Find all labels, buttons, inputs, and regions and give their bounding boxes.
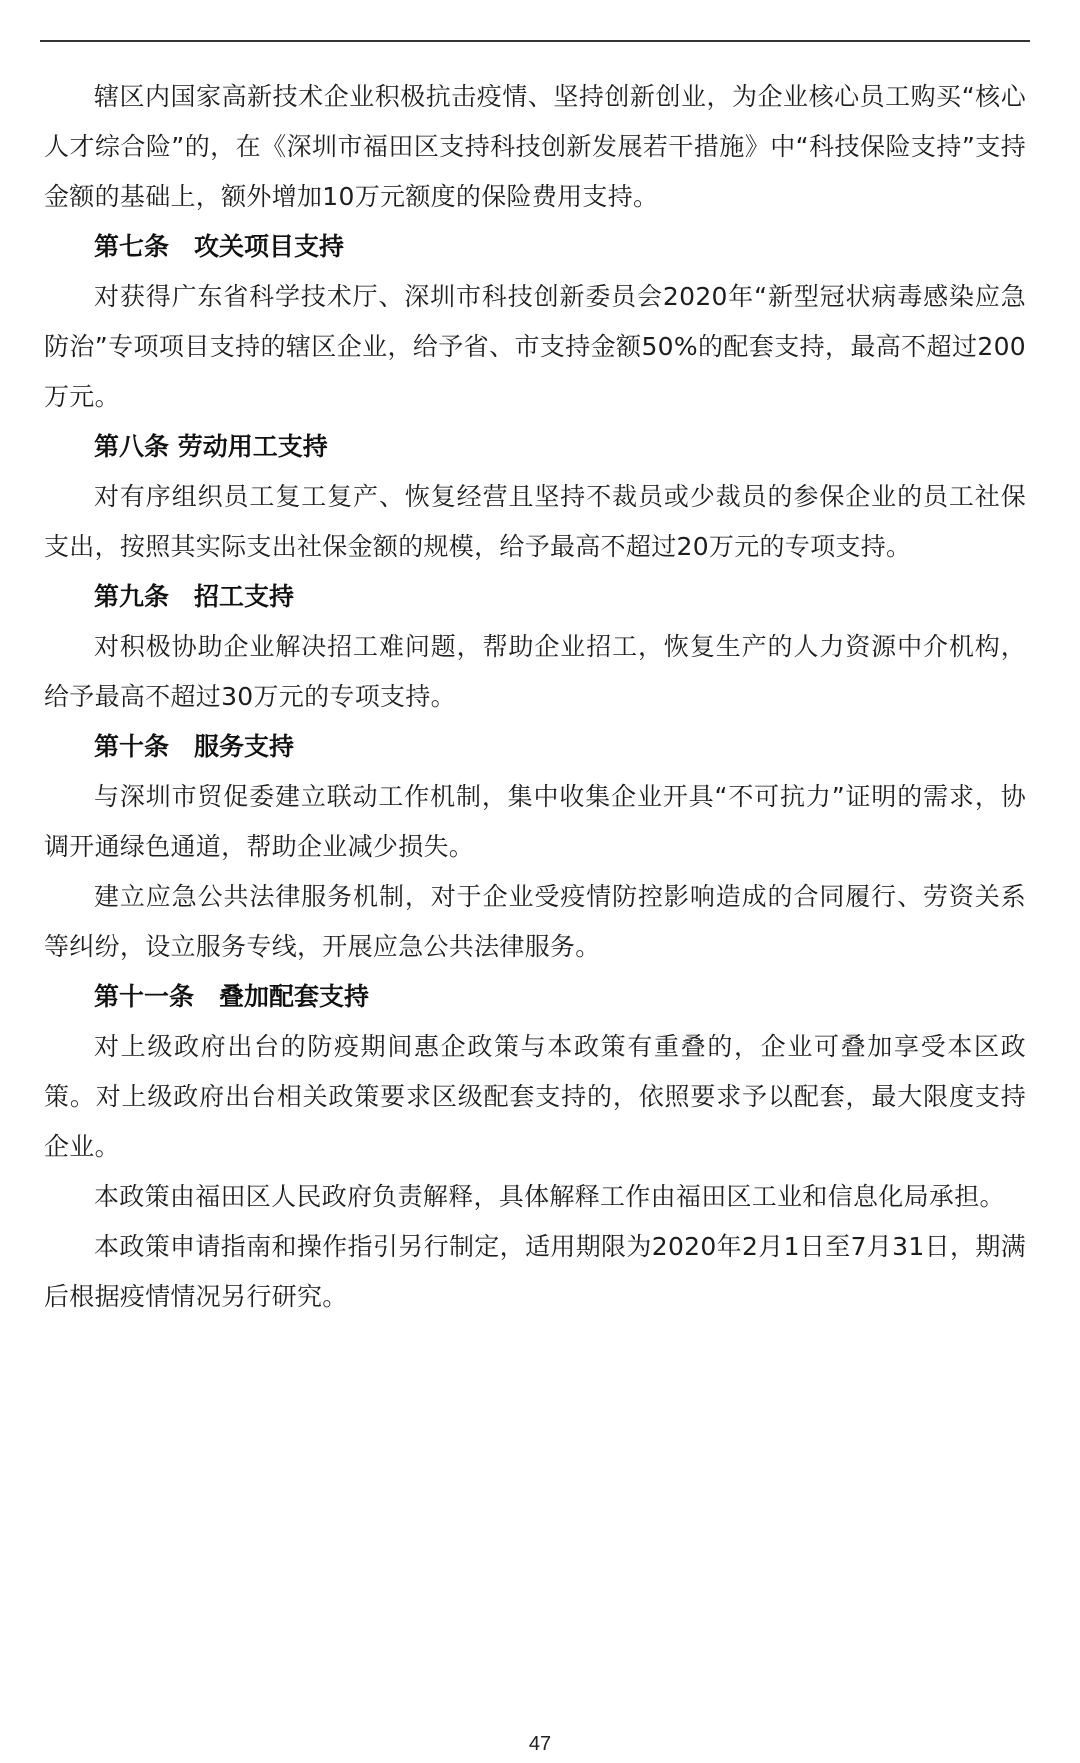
heading-article-7: 第七条 攻关项目支持 — [94, 232, 345, 261]
heading-article-10: 第十条 服务支持 — [94, 732, 295, 761]
document-body — [44, 72, 1026, 1322]
page-number: 47 — [528, 1733, 552, 1755]
heading-article-8: 第八条 劳动用工支持 — [94, 432, 328, 461]
paragraph-article-11: 对上级政府出台的防疫期间惠企政策与本政策有重叠的，企业可叠加享受本区政策。对上级政府出台相关政策要求区级配套支持的，依照要求予以配套，最大限度支持企业。 — [44, 1032, 1026, 1161]
paragraph-interpretation: 本政策由福田区人民政府负责解释，具体解释工作由福田区工业和信息化局承担。 — [94, 1182, 1005, 1211]
header-rule — [40, 40, 1030, 42]
paragraph-article-8: 对有序组织员工复工复产、恢复经营且坚持不裁员或少裁员的参保企业的员工社保支出，按照其实际支出社保金额的规模，给予最高不超过20万元的专项支持。 — [44, 482, 1026, 561]
paragraph-article-7: 对获得广东省科学技术厅、深圳市科技创新委员会2020年“新型冠状病毒感染应急防治”专项项目支持的辖区企业，给予省、市支持金额50%的配套支持，最高不超过200万元。 — [44, 282, 1026, 411]
paragraph-article-9: 对积极协助企业解决招工难问题，帮助企业招工，恢复生产的人力资源中介机构，给予最高不超过30万元的专项支持。 — [44, 632, 1026, 711]
paragraph-insurance-support: 辖区内国家高新技术企业积极抗击疫情、坚持创新创业，为企业核心员工购买“核心人才综合险”的，在《深圳市福田区支持科技创新发展若干措施》中“科技保险支持”支持金额的基础上，额外增加10万元额度的保险费用支持。 — [44, 82, 1026, 211]
heading-article-11: 第十一条 叠加配套支持 — [94, 982, 370, 1011]
paragraph-article-10-b: 建立应急公共法律服务机制，对于企业受疫情防控影响造成的合同履行、劳资关系等纠纷，设立服务专线，开展应急公共法律服务。 — [44, 882, 1026, 961]
paragraph-article-10-a: 与深圳市贸促委建立联动工作机制，集中收集企业开具“不可抗力”证明的需求，协调开通绿色通道，帮助企业减少损失。 — [44, 782, 1026, 861]
paragraph-validity-period: 本政策申请指南和操作指引另行制定，适用期限为2020年2月1日至7月31日，期满后根据疫情情况另行研究。 — [44, 1232, 1026, 1311]
heading-article-9: 第九条 招工支持 — [94, 582, 295, 611]
